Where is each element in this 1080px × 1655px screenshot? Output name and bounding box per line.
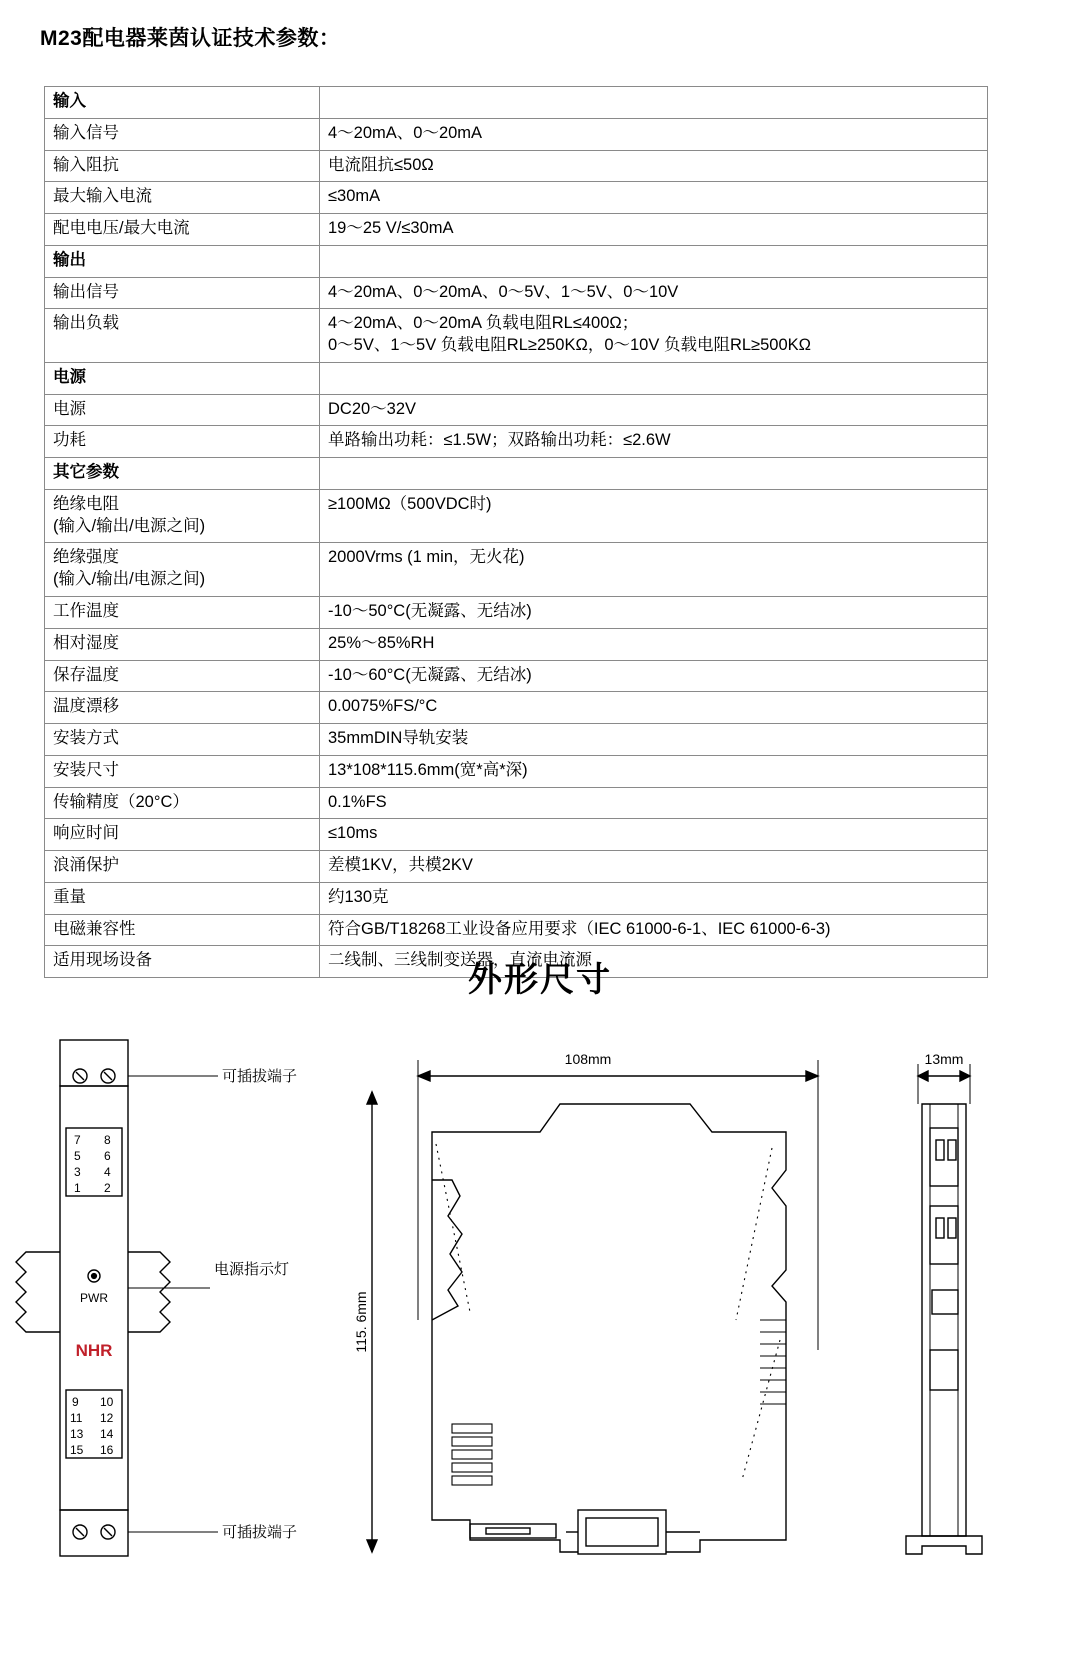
spec-label <box>45 543 320 597</box>
table-row <box>45 628 988 660</box>
spec-value <box>320 458 988 490</box>
table-row <box>45 182 988 214</box>
table-row <box>45 882 988 914</box>
spec-value: 约130克 <box>320 882 988 914</box>
svg-text:3: 3 <box>74 1165 81 1179</box>
table-row <box>45 543 988 597</box>
spec-label: 配电电压/最大电流 <box>45 214 320 246</box>
brand-logo: NHR <box>75 1341 113 1360</box>
table-row <box>45 458 988 490</box>
spec-value: 25%～85%RH <box>320 628 988 660</box>
table-row <box>45 277 988 309</box>
spec-label-line2: (输入/输出/电源之间) <box>53 516 206 535</box>
terminal-numbers-top <box>74 1133 111 1195</box>
spec-value: ≤30mA <box>320 182 988 214</box>
spec-label: 输入信号 <box>45 118 320 150</box>
spec-value <box>320 362 988 394</box>
svg-text:10: 10 <box>100 1395 114 1409</box>
table-row <box>45 914 988 946</box>
svg-text:12: 12 <box>100 1411 114 1425</box>
spec-label: 安装尺寸 <box>45 755 320 787</box>
spec-value: 0.1%FS <box>320 787 988 819</box>
table-row <box>45 150 988 182</box>
dimension-drawing <box>0 1020 1080 1640</box>
table-row <box>45 118 988 150</box>
table-row <box>45 214 988 246</box>
spec-label: 温度漂移 <box>45 692 320 724</box>
spec-label: 输出信号 <box>45 277 320 309</box>
spec-label-line1: 绝缘电阻 <box>53 494 119 513</box>
svg-text:2: 2 <box>104 1181 111 1195</box>
dimension-depth: 13mm <box>924 1051 964 1067</box>
table-row <box>45 787 988 819</box>
spec-value <box>320 87 988 119</box>
spec-value: -10～60°C(无凝露、无结冰) <box>320 660 988 692</box>
svg-text:6: 6 <box>104 1149 111 1163</box>
spec-value: 4～20mA、0～20mA、0～5V、1～5V、0～10V <box>320 277 988 309</box>
spec-label: 其它参数 <box>45 458 320 490</box>
spec-label: 重量 <box>45 882 320 914</box>
spec-label: 浪涌保护 <box>45 851 320 883</box>
spec-label: 传输精度（20°C） <box>45 787 320 819</box>
spec-label: 输出负载 <box>45 309 320 363</box>
svg-text:7: 7 <box>74 1133 81 1147</box>
specification-table <box>44 86 988 978</box>
spec-value-line2: 0～5V、1～5V 负载电阻RL≥250KΩ，0～10V 负载电阻RL≥500KΩ <box>328 336 811 355</box>
table-row <box>45 245 988 277</box>
spec-label: 安装方式 <box>45 724 320 756</box>
spec-value <box>320 309 988 363</box>
spec-value: 19～25 V/≤30mA <box>320 214 988 246</box>
table-row <box>45 426 988 458</box>
spec-value: 单路输出功耗：≤1.5W；双路输出功耗：≤2.6W <box>320 426 988 458</box>
spec-label: 保存温度 <box>45 660 320 692</box>
spec-label: 输入 <box>45 87 320 119</box>
callout-bottom-terminal: 可插拔端子 <box>222 1524 298 1541</box>
spec-value: ≤10ms <box>320 819 988 851</box>
spec-label: 电磁兼容性 <box>45 914 320 946</box>
spec-value: 二线制、三线制变送器，直流电流源 <box>320 946 988 978</box>
spec-value: ≥100MΩ（500VDC时) <box>320 489 988 543</box>
table-row <box>45 660 988 692</box>
spec-label: 工作温度 <box>45 597 320 629</box>
svg-text:14: 14 <box>100 1427 114 1441</box>
svg-text:11: 11 <box>70 1411 83 1425</box>
table-row <box>45 309 988 363</box>
spec-value: DC20～32V <box>320 394 988 426</box>
spec-value <box>320 245 988 277</box>
svg-text:4: 4 <box>104 1165 111 1179</box>
spec-label: 电源 <box>45 394 320 426</box>
spec-label: 适用现场设备 <box>45 946 320 978</box>
svg-text:16: 16 <box>100 1443 114 1457</box>
dimension-height: 115. 6mm <box>353 1291 369 1353</box>
dimension-heading: 外形尺寸 <box>468 961 612 999</box>
table-row <box>45 362 988 394</box>
spec-value: 2000Vrms (1 min，无火花) <box>320 543 988 597</box>
svg-text:9: 9 <box>72 1395 79 1409</box>
callout-power-led: 电源指示灯 <box>214 1261 290 1278</box>
spec-label <box>45 489 320 543</box>
spec-label: 输入阻抗 <box>45 150 320 182</box>
table-row <box>45 724 988 756</box>
spec-value-line1: 4～20mA、0～20mA 负载电阻RL≤400Ω； <box>328 314 639 333</box>
callout-top-terminal: 可插拔端子 <box>222 1068 298 1085</box>
spec-label: 输出 <box>45 245 320 277</box>
spec-label: 功耗 <box>45 426 320 458</box>
spec-label: 最大输入电流 <box>45 182 320 214</box>
table-row <box>45 692 988 724</box>
spec-value: 0.0075%FS/°C <box>320 692 988 724</box>
table-row <box>45 597 988 629</box>
dimension-width: 108mm <box>564 1051 612 1067</box>
spec-label-line1: 绝缘强度 <box>53 548 119 567</box>
spec-value: 差模1KV，共模2KV <box>320 851 988 883</box>
spec-value: 符合GB/T18268工业设备应用要求（IEC 61000-6-1、IEC 61000-6-3) <box>320 914 988 946</box>
table-row <box>45 87 988 119</box>
spec-label: 响应时间 <box>45 819 320 851</box>
table-row <box>45 755 988 787</box>
spec-label: 电源 <box>45 362 320 394</box>
svg-text:1: 1 <box>74 1181 81 1195</box>
spec-label-line2: (输入/输出/电源之间) <box>53 570 206 589</box>
svg-text:8: 8 <box>104 1133 111 1147</box>
table-row <box>45 851 988 883</box>
spec-value: 4～20mA、0～20mA <box>320 118 988 150</box>
svg-text:15: 15 <box>70 1443 84 1457</box>
table-row <box>45 394 988 426</box>
table-row <box>45 819 988 851</box>
spec-label: 相对湿度 <box>45 628 320 660</box>
terminal-numbers-bottom <box>70 1395 114 1457</box>
spec-value: 电流阻抗≤50Ω <box>320 150 988 182</box>
svg-text:5: 5 <box>74 1149 81 1163</box>
table-row <box>45 489 988 543</box>
spec-value: 35mmDIN导轨安装 <box>320 724 988 756</box>
spec-value: -10～50°C(无凝露、无结冰) <box>320 597 988 629</box>
page-title: M23配电器莱茵认证技术参数： <box>40 27 341 50</box>
svg-text:13: 13 <box>70 1427 84 1441</box>
spec-value: 13*108*115.6mm(宽*高*深) <box>320 755 988 787</box>
pwr-label: PWR <box>80 1291 108 1305</box>
